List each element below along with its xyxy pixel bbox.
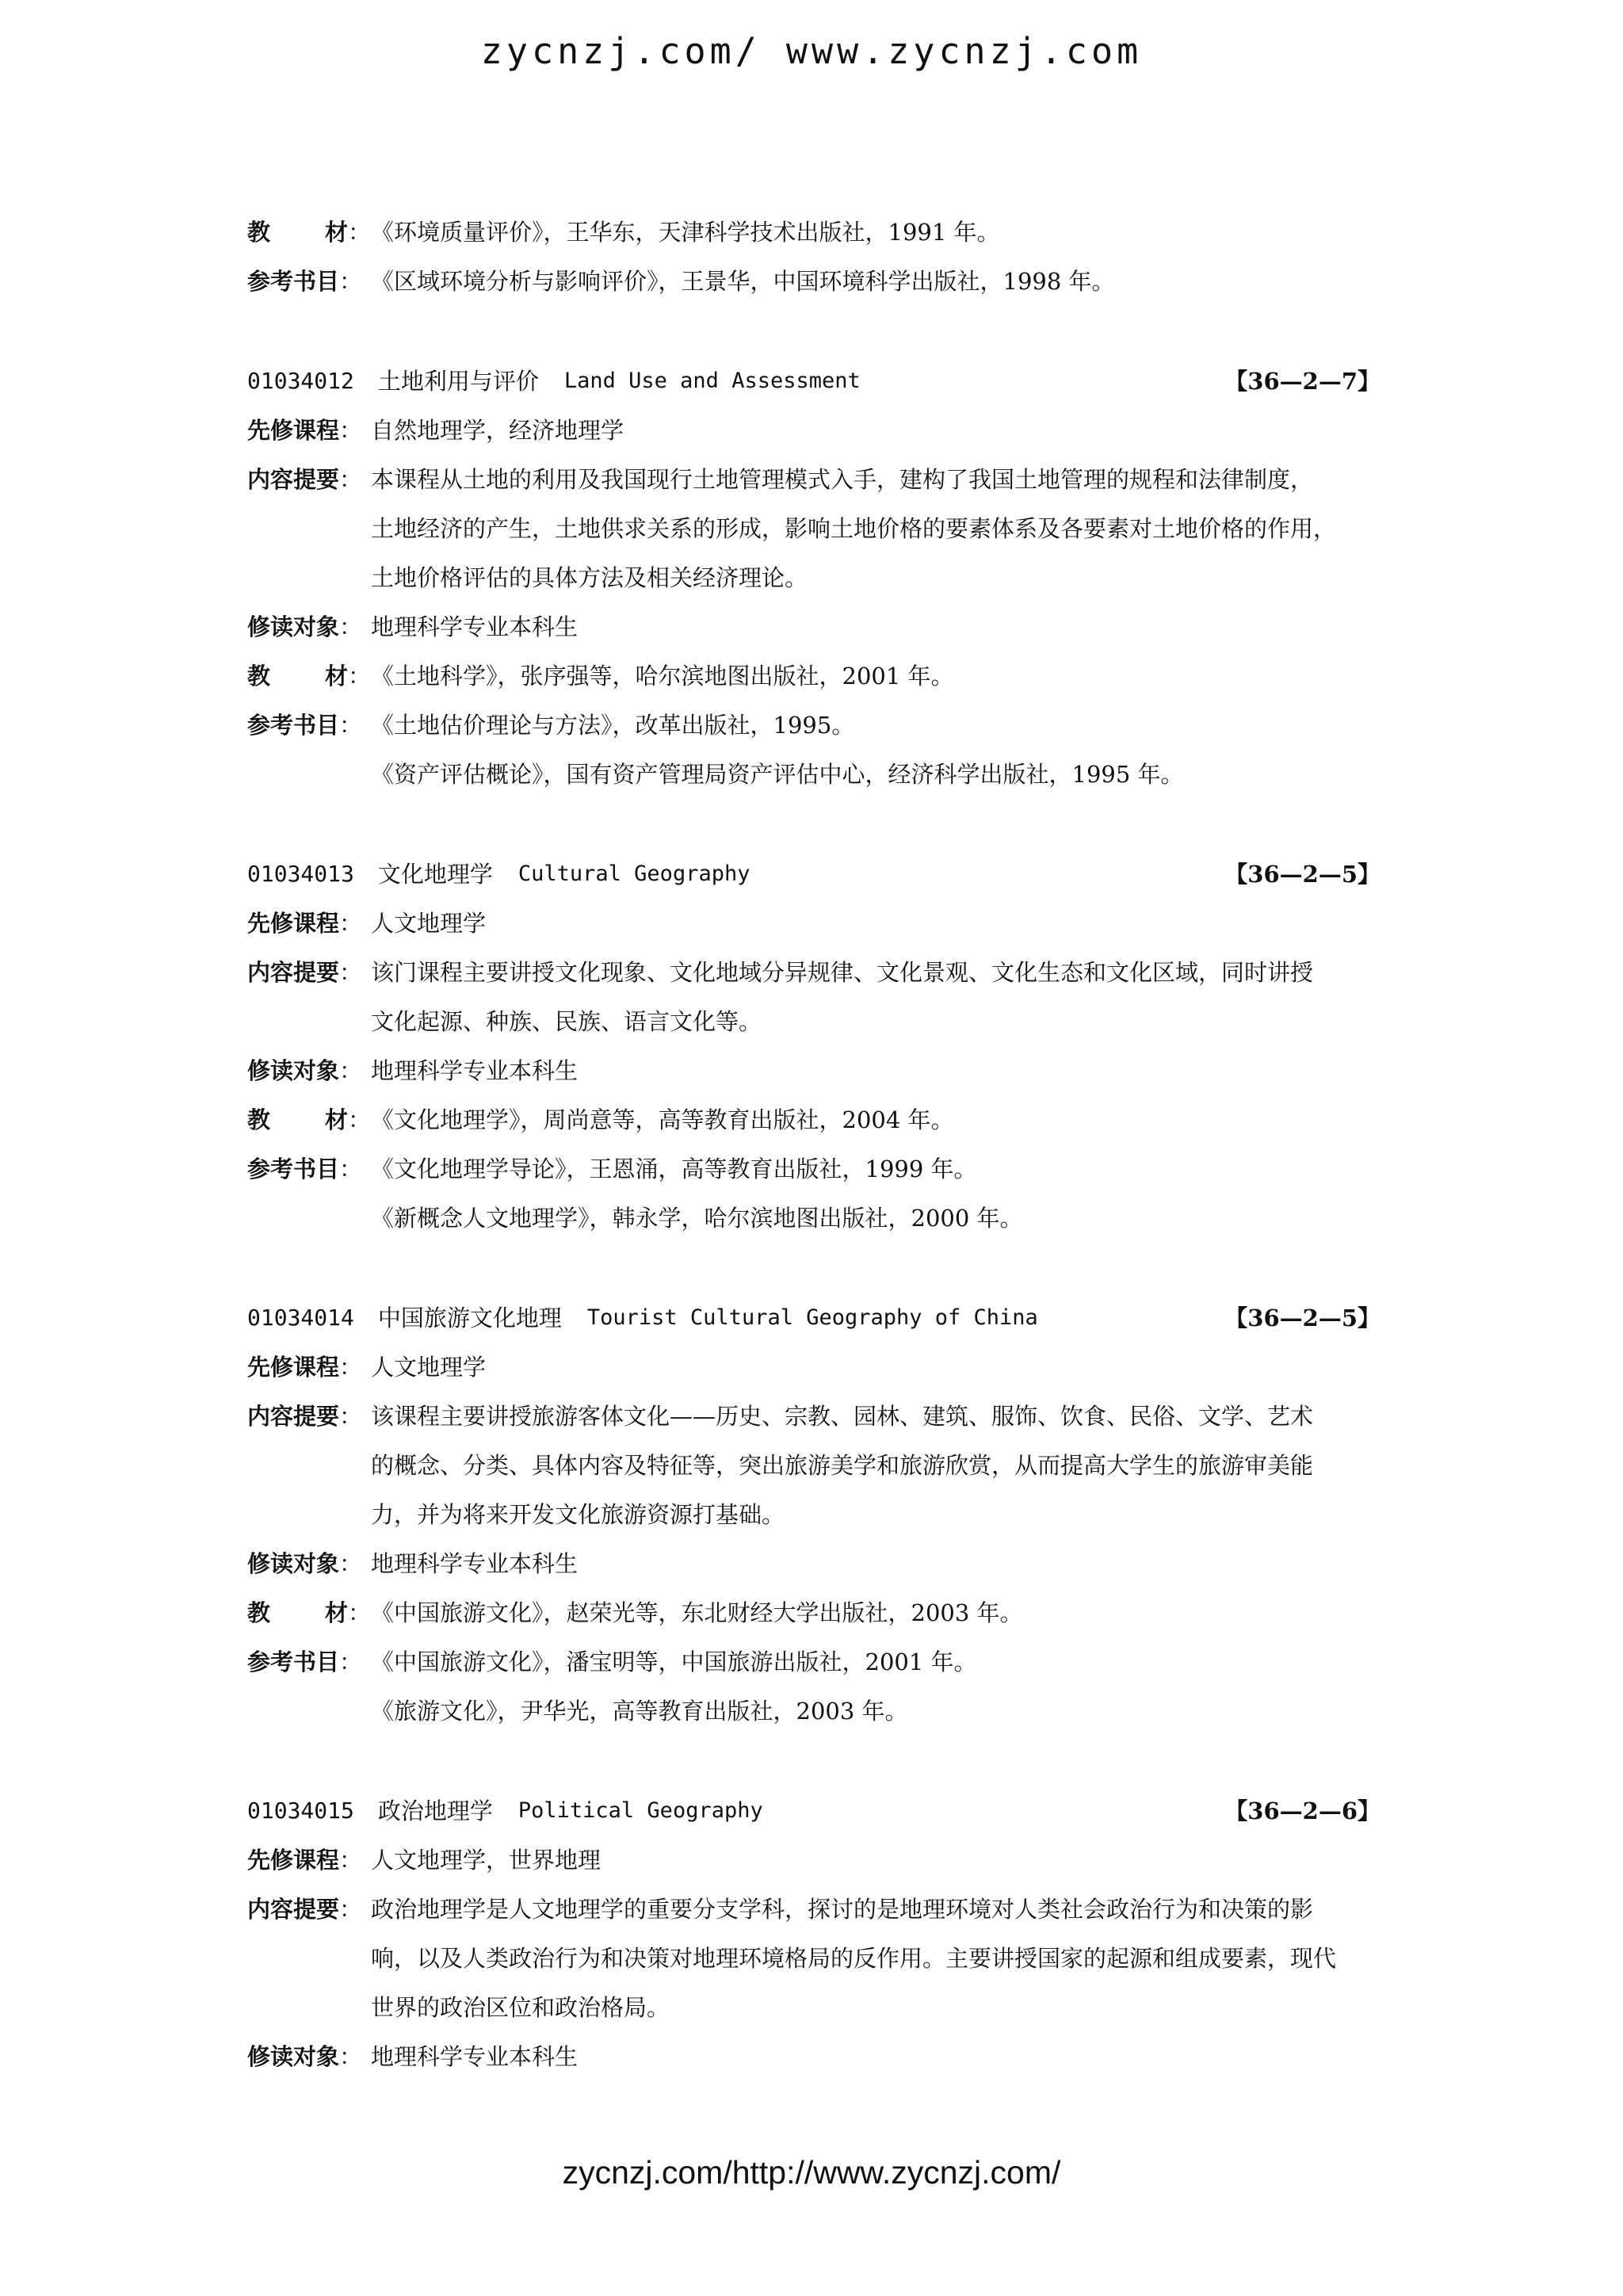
course-name-cn: 土地利用与评价 xyxy=(377,368,539,395)
field-label: 先修课程： xyxy=(247,1354,363,1381)
audience-value: 地理科学专业本科生 xyxy=(371,613,579,640)
audience-row xyxy=(247,2032,1387,2081)
course-name-cn: 政治地理学 xyxy=(377,1797,493,1824)
prereq-row xyxy=(247,899,1387,948)
audience-value: 地理科学专业本科生 xyxy=(371,1550,579,1577)
prereq-row xyxy=(247,1836,1387,1885)
course-name-en: Cultural Geography xyxy=(517,861,750,886)
audience-value: 地理科学专业本科生 xyxy=(371,1057,579,1084)
summary-value xyxy=(371,1885,1387,2032)
audience-row xyxy=(247,1046,1387,1095)
audience-row xyxy=(247,1539,1387,1588)
course-hours: 【36—2—6】 xyxy=(1224,1797,1381,1824)
course-title-row xyxy=(247,357,1387,406)
field-label: 先修课程： xyxy=(247,417,363,444)
summary-line: 世界的政治区位和政治格局。 xyxy=(371,1994,670,2021)
summary-row xyxy=(247,1392,1387,1539)
refs-row xyxy=(247,701,1387,750)
textbook-value: 《土地科学》，张序强等，哈尔滨地图出版社，2001 年。 xyxy=(371,663,954,690)
field-label: 参考书目： xyxy=(247,1648,363,1675)
summary-line: 的概念、分类、具体内容及特征等，突出旅游美学和旅游欣赏，从而提高大学生的旅游审美能 xyxy=(371,1452,1314,1479)
refs-row xyxy=(247,1144,1387,1194)
prereq-value: 人文地理学 xyxy=(371,1354,487,1381)
field-label: 内容提要： xyxy=(247,959,363,986)
course-title-row xyxy=(247,850,1387,899)
field-label: 内容提要： xyxy=(247,1896,363,1923)
summary-value xyxy=(371,455,1387,602)
summary-line: 该门课程主要讲授文化现象、文化地域分异规律、文化景观、文化生态和文化区域，同时讲授 xyxy=(371,959,1314,986)
summary-line: 土地经济的产生，土地供求关系的形成，影响土地价格的要素体系及各要素对土地价格的作用， xyxy=(371,515,1337,542)
field-label: 内容提要： xyxy=(247,1403,363,1430)
summary-line: 文化起源、种族、民族、语言文化等。 xyxy=(371,1008,762,1035)
course-name-en: Political Geography xyxy=(517,1798,763,1823)
refs-value: 《文化地理学导论》，王恩涌，高等教育出版社，1999 年。 xyxy=(371,1156,977,1182)
audience-value: 地理科学专业本科生 xyxy=(371,2043,579,2070)
summary-line: 政治地理学是人文地理学的重要分支学科，探讨的是地理环境对人类社会政治行为和决策的影 xyxy=(371,1896,1314,1923)
summary-line: 该课程主要讲授旅游客体文化——历史、宗教、园林、建筑、服饰、饮食、民俗、文学、艺术 xyxy=(371,1403,1314,1430)
page-header: zycnzj.com/ www.zycnzj.com xyxy=(480,30,1143,72)
course-name-en: Tourist Cultural Geography of China xyxy=(586,1305,1038,1330)
field-label: 修读对象： xyxy=(247,1550,363,1577)
textbook-value: 《文化地理学》，周尚意等，高等教育出版社，2004 年。 xyxy=(371,1106,954,1133)
textbook-row xyxy=(247,208,1387,257)
course-title-row xyxy=(247,1293,1387,1343)
field-label: 参考书目： xyxy=(247,268,363,295)
summary-value xyxy=(371,948,1387,1046)
course-code: 01034015 xyxy=(247,1797,354,1824)
course-code: 01034012 xyxy=(247,368,354,394)
textbook-row xyxy=(247,1095,1387,1144)
field-label: 教 材： xyxy=(247,219,371,246)
refs-value: 《土地估价理论与方法》，改革出版社，1995。 xyxy=(371,712,855,739)
refs-continuation: 《资产评估概论》，国有资产管理局资产评估中心，经济科学出版社，1995 年。 xyxy=(371,761,1184,788)
field-label: 修读对象： xyxy=(247,613,363,640)
prereq-row xyxy=(247,406,1387,455)
field-label: 修读对象： xyxy=(247,1057,363,1084)
refs-value: 《中国旅游文化》，潘宝明等，中国旅游出版社，2001 年。 xyxy=(371,1648,977,1675)
summary-line: 力，并为将来开发文化旅游资源打基础。 xyxy=(371,1501,785,1528)
summary-value xyxy=(371,1392,1387,1539)
field-label: 参考书目： xyxy=(247,712,363,739)
page-footer: zycnzj.com/http://www.zycnzj.com/ xyxy=(562,2154,1061,2191)
prereq-value: 人文地理学 xyxy=(371,910,487,937)
refs-row xyxy=(247,257,1387,306)
course-code: 01034013 xyxy=(247,861,354,887)
course-hours: 【36—2—7】 xyxy=(1224,368,1381,395)
field-label: 先修课程： xyxy=(247,910,363,937)
course-name-en: Land Use and Assessment xyxy=(563,369,861,393)
textbook-row xyxy=(247,651,1387,701)
course-name-cn: 文化地理学 xyxy=(377,861,493,888)
summary-row xyxy=(247,1885,1387,2032)
refs-continuation: 《旅游文化》，尹华光，高等教育出版社，2003 年。 xyxy=(371,1698,908,1725)
course-hours: 【36—2—5】 xyxy=(1224,1305,1381,1331)
field-label: 参考书目： xyxy=(247,1156,363,1182)
course-title-row xyxy=(247,1786,1387,1836)
audience-row xyxy=(247,602,1387,651)
refs-value: 《区域环境分析与影响评价》，王景华，中国环境科学出版社，1998 年。 xyxy=(371,268,1115,295)
textbook-value: 《中国旅游文化》，赵荣光等，东北财经大学出版社，2003 年。 xyxy=(371,1599,1023,1626)
field-label: 教 材： xyxy=(247,1599,371,1626)
course-code: 01034014 xyxy=(247,1305,354,1331)
summary-line: 响，以及人类政治行为和决策对地理环境格局的反作用。主要讲授国家的起源和组成要素，现代 xyxy=(371,1945,1337,1972)
field-label: 教 材： xyxy=(247,1106,371,1133)
textbook-value: 《环境质量评价》，王华东，天津科学技术出版社，1991 年。 xyxy=(371,219,1000,246)
prereq-value: 人文地理学，世界地理 xyxy=(371,1847,601,1874)
refs-row xyxy=(247,1637,1387,1687)
field-label: 修读对象： xyxy=(247,2043,363,2070)
course-catalog xyxy=(247,208,1387,2081)
summary-row xyxy=(247,948,1387,1046)
field-label: 先修课程： xyxy=(247,1847,363,1874)
course-name-cn: 中国旅游文化地理 xyxy=(377,1305,562,1331)
prereq-value: 自然地理学，经济地理学 xyxy=(371,417,624,444)
summary-line: 土地价格评估的具体方法及相关经济理论。 xyxy=(371,564,808,591)
prereq-row xyxy=(247,1343,1387,1392)
refs-continuation: 《新概念人文地理学》，韩永学，哈尔滨地图出版社，2000 年。 xyxy=(371,1205,1023,1232)
course-hours: 【36—2—5】 xyxy=(1224,861,1381,888)
summary-line: 本课程从土地的利用及我国现行土地管理模式入手，建构了我国土地管理的规程和法律制度， xyxy=(371,466,1314,493)
summary-row xyxy=(247,455,1387,602)
textbook-row xyxy=(247,1588,1387,1637)
field-label: 教 材： xyxy=(247,663,371,690)
field-label: 内容提要： xyxy=(247,466,363,493)
